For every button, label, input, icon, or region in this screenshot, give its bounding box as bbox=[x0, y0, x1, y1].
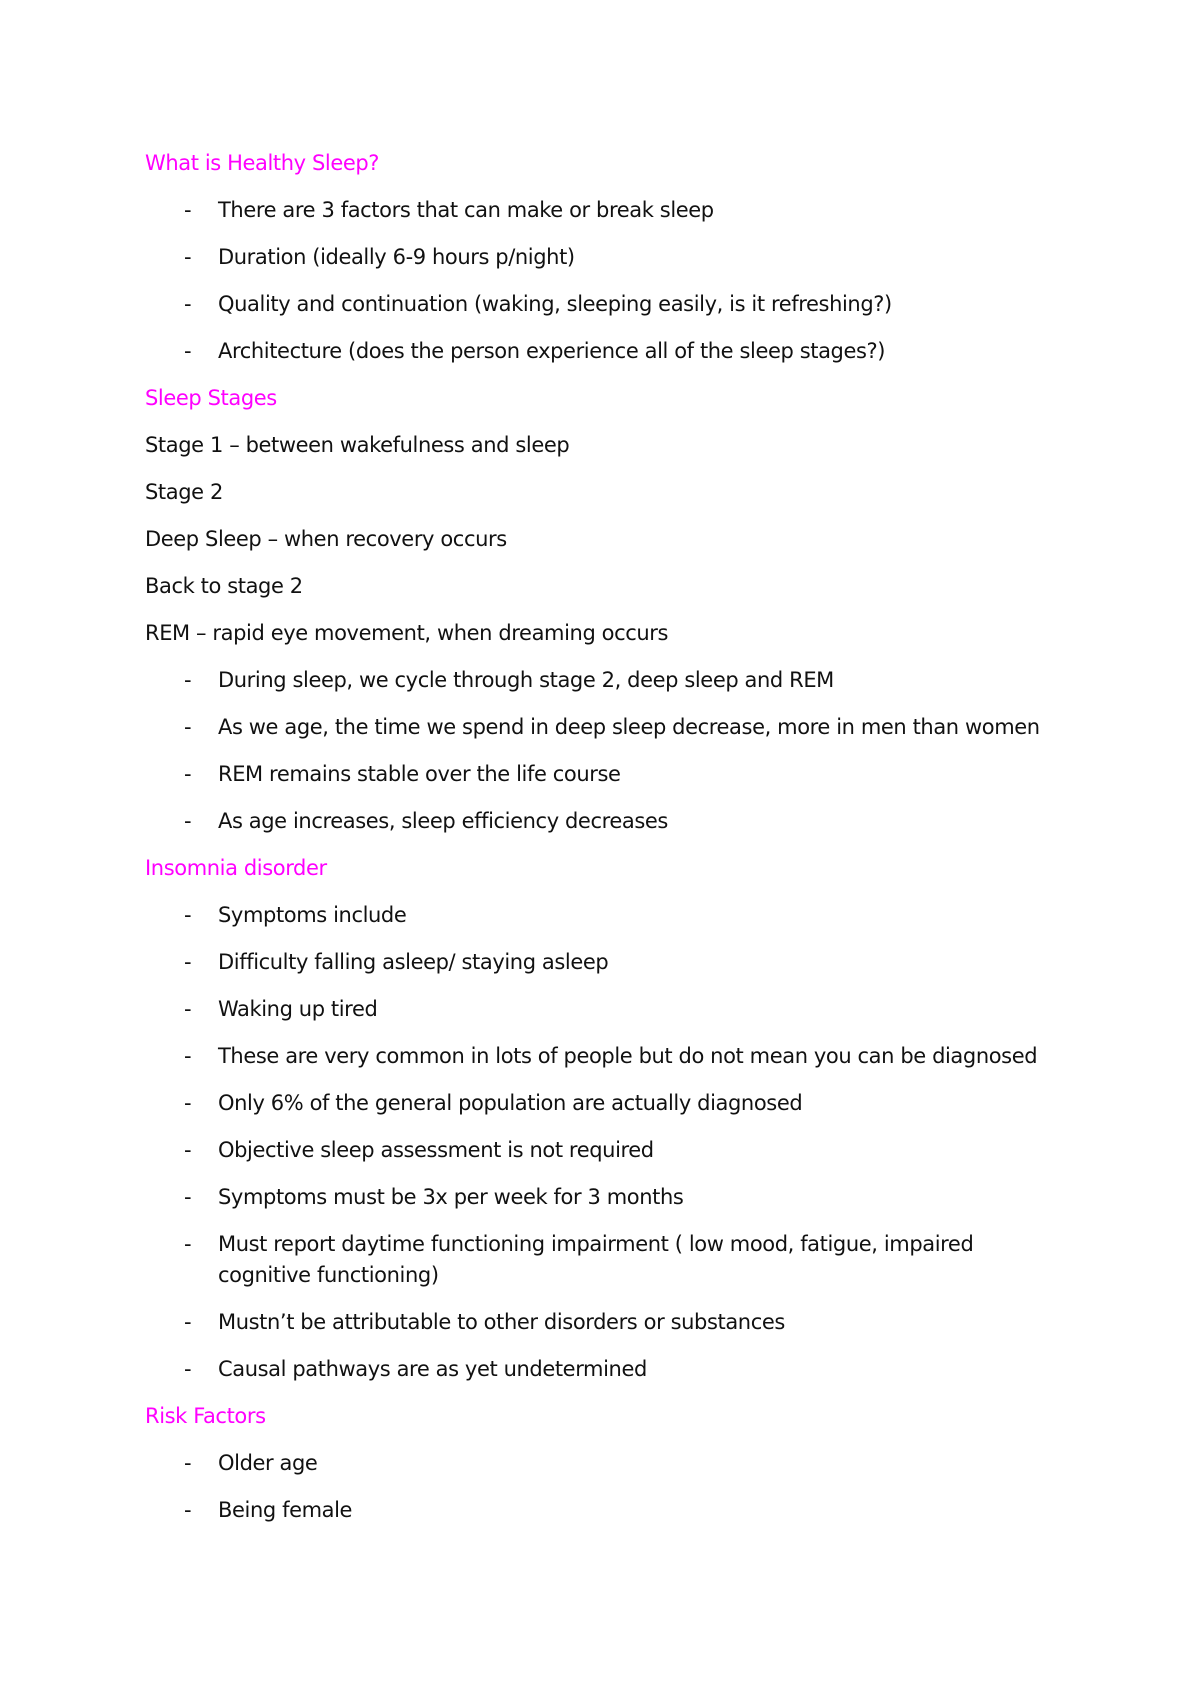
bullet-dash: - bbox=[184, 1232, 192, 1256]
bullet-dash: - bbox=[184, 668, 192, 692]
list-item: - Symptoms must be 3x per week for 3 months bbox=[145, 1174, 1065, 1221]
bullet-dash: - bbox=[184, 1498, 192, 1522]
section-heading-risk-factors: Risk Factors bbox=[145, 1404, 266, 1428]
bullet-dash: - bbox=[184, 1138, 192, 1162]
text-line: Stage 2 bbox=[145, 480, 223, 504]
list-item: - Difficulty falling asleep/ staying asleep bbox=[145, 939, 1065, 986]
bullet-dash: - bbox=[184, 1091, 192, 1115]
bullet-list-insomnia bbox=[145, 892, 1065, 1393]
bullet-list-sleep-stages bbox=[145, 657, 1065, 845]
bullet-dash: - bbox=[184, 1310, 192, 1334]
list-item: - Causal pathways are as yet undetermined bbox=[145, 1346, 1065, 1393]
list-item: - Older age bbox=[145, 1440, 1065, 1487]
list-item: - Objective sleep assessment is not required bbox=[145, 1127, 1065, 1174]
bullet-dash: - bbox=[184, 1044, 192, 1068]
bullet-dash: - bbox=[184, 339, 192, 363]
list-item: - Quality and continuation (waking, sleeping easily, is it refreshing?) bbox=[145, 281, 1065, 328]
bullet-dash: - bbox=[184, 715, 192, 739]
list-item: - As we age, the time we spend in deep sleep decrease, more in men than women bbox=[145, 704, 1065, 751]
bullet-dash: - bbox=[184, 245, 192, 269]
list-item: - There are 3 factors that can make or break sleep bbox=[145, 187, 1065, 234]
list-item: - Waking up tired bbox=[145, 986, 1065, 1033]
section-heading-insomnia-disorder: Insomnia disorder bbox=[145, 856, 327, 880]
list-item: - These are very common in lots of people but do not mean you can be diagnosed bbox=[145, 1033, 1065, 1080]
bullet-dash: - bbox=[184, 292, 192, 316]
bullet-dash: - bbox=[184, 1357, 192, 1381]
bullet-dash: - bbox=[184, 903, 192, 927]
section-heading-healthy-sleep: What is Healthy Sleep? bbox=[145, 151, 380, 175]
text-line: Back to stage 2 bbox=[145, 574, 303, 598]
bullet-dash: - bbox=[184, 950, 192, 974]
bullet-dash: - bbox=[184, 1451, 192, 1475]
bullet-dash: - bbox=[184, 997, 192, 1021]
bullet-dash: - bbox=[184, 809, 192, 833]
text-line: REM – rapid eye movement, when dreaming occurs bbox=[145, 621, 669, 645]
list-item: - Must report daytime functioning impairment ( low mood, fatigue, impaired cognitive functioning) bbox=[145, 1221, 1065, 1299]
document-content bbox=[145, 140, 1065, 1534]
list-item: - Duration (ideally 6-9 hours p/night) bbox=[145, 234, 1065, 281]
bullet-dash: - bbox=[184, 1185, 192, 1209]
list-item: - Mustn’t be attributable to other disorders or substances bbox=[145, 1299, 1065, 1346]
list-item: - Being female bbox=[145, 1487, 1065, 1534]
section-heading-sleep-stages: Sleep Stages bbox=[145, 386, 277, 410]
bullet-list-healthy-sleep bbox=[145, 187, 1065, 375]
bullet-dash: - bbox=[184, 198, 192, 222]
list-item: - REM remains stable over the life course bbox=[145, 751, 1065, 798]
text-line: Stage 1 – between wakefulness and sleep bbox=[145, 433, 570, 457]
text-line: Deep Sleep – when recovery occurs bbox=[145, 527, 507, 551]
list-item: - During sleep, we cycle through stage 2, deep sleep and REM bbox=[145, 657, 1065, 704]
list-item: - Only 6% of the general population are actually diagnosed bbox=[145, 1080, 1065, 1127]
list-item: - Architecture (does the person experience all of the sleep stages?) bbox=[145, 328, 1065, 375]
list-item: - Symptoms include bbox=[145, 892, 1065, 939]
bullet-dash: - bbox=[184, 762, 192, 786]
list-item: - As age increases, sleep efficiency decreases bbox=[145, 798, 1065, 845]
bullet-list-risk-factors bbox=[145, 1440, 1065, 1534]
